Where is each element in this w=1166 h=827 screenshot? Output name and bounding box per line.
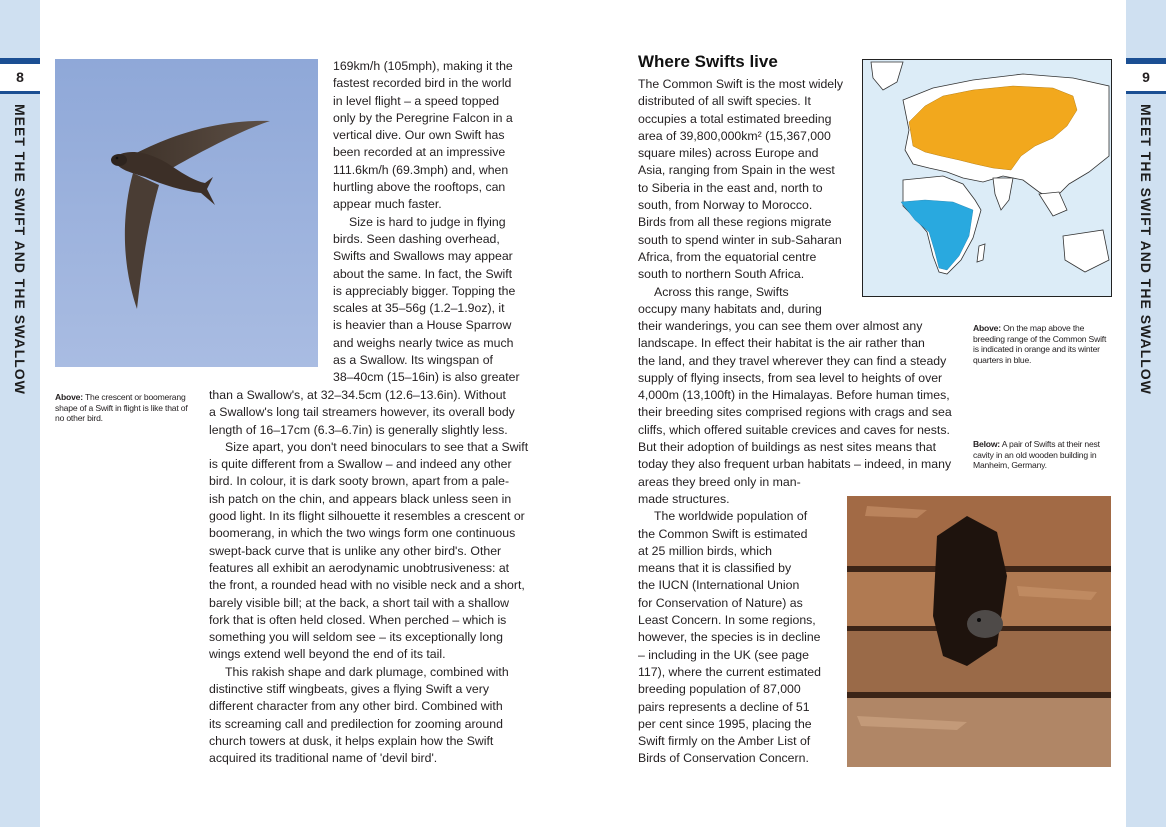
- swift-range-map: [862, 59, 1112, 297]
- text-line: wings extend well beyond the end of its tail.: [209, 647, 446, 662]
- text-line: is heavier than a House Sparrow: [333, 318, 512, 333]
- text-line: 117), where the current estimated: [638, 664, 821, 679]
- caption-lead: Below:: [973, 439, 1000, 449]
- page-number-right: 9: [1126, 64, 1166, 91]
- nest-photo-image: [847, 496, 1111, 767]
- text-line: good light. In its flight silhouette it resembles a crescent or: [209, 509, 525, 524]
- text-line: scales at 35–56g (1.2–1.9oz), it: [333, 301, 505, 316]
- text-line: 4,000m (13,100ft) in the Himalayas. Before human times,: [638, 388, 950, 403]
- text-line: is quite different from a Swallow – and indeed any other: [209, 457, 512, 472]
- text-line: south to spend winter in sub-Saharan: [638, 232, 842, 247]
- right-column-a: [638, 76, 853, 318]
- text-line: 38–40cm (15–16in) is also greater: [333, 370, 520, 385]
- caption-text: A pair of Swifts at their nest cavity in an old wooden building in Manheim, Germany.: [973, 439, 1100, 471]
- text-line: Across this range, Swifts: [654, 284, 789, 299]
- running-head-text: MEET THE SWIFT AND THE SWALLOW: [12, 104, 28, 395]
- caption-lead: Above:: [55, 392, 83, 402]
- text-line: The worldwide population of: [654, 509, 808, 524]
- right-column-b: [638, 318, 963, 491]
- swift-flight-image: [55, 59, 318, 367]
- text-line: Size apart, you don't need binoculars to see that a Swift: [225, 439, 529, 454]
- text-line: Asia, ranging from Spain in the west: [638, 163, 835, 178]
- text-line: fastest recorded bird in the world: [333, 76, 512, 91]
- nest-caption: [973, 439, 1118, 471]
- text-line: something you will seldom see – its exceptionally long: [209, 630, 503, 645]
- text-line: features all exhibit an aerodynamic unobtrusiveness: at: [209, 560, 510, 575]
- text-line: 111.6km/h (69.3mph) and, when: [333, 162, 509, 177]
- text-line: birds. Seen dashing overhead,: [333, 231, 500, 246]
- text-line: landscape. In effect their habitat is the air rather than: [638, 336, 925, 351]
- text-line: ish patch on the chin, and appears black unless seen in: [209, 491, 512, 506]
- text-line: as a Swallow. Its wingspan of: [333, 353, 493, 368]
- swift-flight-photo: [55, 59, 318, 367]
- text-line: been recorded at an impressive: [333, 145, 506, 160]
- left-column-wide: [209, 387, 534, 768]
- map-caption: [973, 323, 1113, 365]
- caption-lead: Above:: [973, 323, 1001, 333]
- text-line: the IUCN (International Union: [638, 578, 800, 593]
- page-number-left: 8: [0, 64, 40, 91]
- text-line: Swifts and Swallows may appear: [333, 249, 513, 264]
- text-line: occupies a total estimated breeding: [638, 111, 832, 126]
- text-line: occupy many habitats and, during: [638, 301, 822, 316]
- text-line: area of 39,800,000km² (15,367,000: [638, 128, 831, 143]
- text-line: its screaming call and predilection for zooming around: [209, 716, 503, 731]
- text-line: Least Concern. In some regions,: [638, 613, 816, 628]
- text-line: is appreciably bigger. Topping the: [333, 283, 516, 298]
- text-line: But their adoption of buildings as nest sites means that: [638, 440, 937, 455]
- text-line: today they also frequent urban habitats – indeed, in many: [638, 457, 952, 472]
- text-line: made structures.: [638, 492, 730, 506]
- caption-text: On the map above the breeding range of the Common Swift is indicated in orange and its winter quarters in blue.: [973, 323, 1107, 365]
- right-sidebar: [1126, 0, 1166, 827]
- text-line: about the same. In fact, the Swift: [333, 266, 513, 281]
- swift-nest-photo: [847, 496, 1111, 767]
- text-line: This rakish shape and dark plumage, combined with: [225, 664, 509, 679]
- text-line: Africa, from the equatorial centre: [638, 249, 817, 264]
- text-line: vertical dive. Our own Swift has: [333, 128, 505, 143]
- text-line: swept-back curve that is unlike any other bird's. Other: [209, 543, 502, 558]
- running-head-text: MEET THE SWIFT AND THE SWALLOW: [1138, 104, 1154, 395]
- text-line: and weighs nearly twice as much: [333, 335, 514, 350]
- text-line: per cent since 1995, placing the: [638, 716, 812, 731]
- text-line: supply of flying insects, from sea level to heights of over: [638, 370, 943, 385]
- text-line: 169km/h (105mph), making it the: [333, 59, 513, 73]
- range-map-image: [863, 60, 1111, 296]
- text-line: in level flight – a speed topped: [333, 93, 500, 108]
- text-line: to Siberia in the east and, north to: [638, 180, 823, 195]
- text-line: – including in the UK (see page: [638, 647, 809, 662]
- caption-text: The crescent or boomerang shape of a Swift in flight is like that of no other bird.: [55, 392, 188, 424]
- text-line: fork that is often held closed. When perched – which is: [209, 612, 507, 627]
- text-line: Birds of Conservation Concern.: [638, 751, 809, 766]
- text-line: church towers at dusk, it helps explain how the Swift: [209, 733, 494, 748]
- text-line: pairs represents a decline of 51: [638, 699, 810, 714]
- text-line: the land, and they travel wherever they can find a steady: [638, 353, 947, 368]
- text-line: square miles) across Europe and: [638, 146, 819, 161]
- text-line: distributed of all swift species. It: [638, 94, 811, 109]
- text-line: acquired its traditional name of 'devil bird'.: [209, 751, 438, 766]
- section-heading: Where Swifts live: [638, 52, 778, 71]
- swift-photo-caption: [55, 392, 195, 424]
- text-line: areas they breed only in man-: [638, 474, 801, 489]
- text-line: at 25 million birds, which: [638, 543, 772, 558]
- text-line: cliffs, which offered suitable crevices and caves for nests.: [638, 422, 950, 437]
- text-line: the front, a rounded head with no visible neck and a short,: [209, 578, 525, 593]
- sidebar-rule: [1126, 91, 1166, 94]
- text-line: Swift firmly on the Amber List of: [638, 734, 811, 749]
- running-head-right: [1126, 104, 1166, 395]
- text-line: hurtling above the rooftops, can: [333, 180, 506, 195]
- text-line: the Common Swift is estimated: [638, 526, 808, 541]
- text-line: boomerang, in which the two wings form one continuous: [209, 526, 516, 541]
- text-line: bird. In colour, it is dark sooty brown, apart from a pale-: [209, 474, 510, 489]
- left-sidebar: [0, 0, 40, 827]
- text-line: breeding population of 87,000: [638, 682, 801, 697]
- sidebar-rule: [0, 91, 40, 94]
- running-head-left: [0, 104, 40, 395]
- text-line: length of 16–17cm (6.3–6.7in) is generally slightly less.: [209, 422, 508, 437]
- text-line: south, from Norway to Morocco.: [638, 198, 813, 213]
- text-line: their breeding sites comprised regions with crags and sea: [638, 405, 952, 420]
- right-column-c: [638, 491, 838, 768]
- text-line: appear much faster.: [333, 197, 442, 212]
- text-line: south to northern South Africa.: [638, 267, 805, 282]
- left-column-narrow: [333, 58, 533, 387]
- text-line: however, the species is in decline: [638, 630, 821, 645]
- text-line: a Swallow's long tail streamers however, its overall body: [209, 405, 515, 420]
- text-line: only by the Peregrine Falcon in a: [333, 110, 513, 125]
- text-line: barely visible bill; at the back, a short tail with a shallow: [209, 595, 510, 610]
- text-line: for Conservation of Nature) as: [638, 595, 803, 610]
- text-line: Birds from all these regions migrate: [638, 215, 832, 230]
- text-line: The Common Swift is the most widely: [638, 77, 844, 91]
- text-line: distinctive stiff wingbeats, gives a flying Swift a very: [209, 682, 489, 697]
- text-line: different character from any other bird. Combined with: [209, 699, 503, 714]
- text-line: their wanderings, you can see them over almost any: [638, 319, 923, 333]
- text-line: means that it is classified by: [638, 561, 792, 576]
- text-line: Size is hard to judge in flying: [349, 214, 506, 229]
- text-line: than a Swallow's, at 32–34.5cm (12.6–13.6in). Without: [209, 388, 506, 402]
